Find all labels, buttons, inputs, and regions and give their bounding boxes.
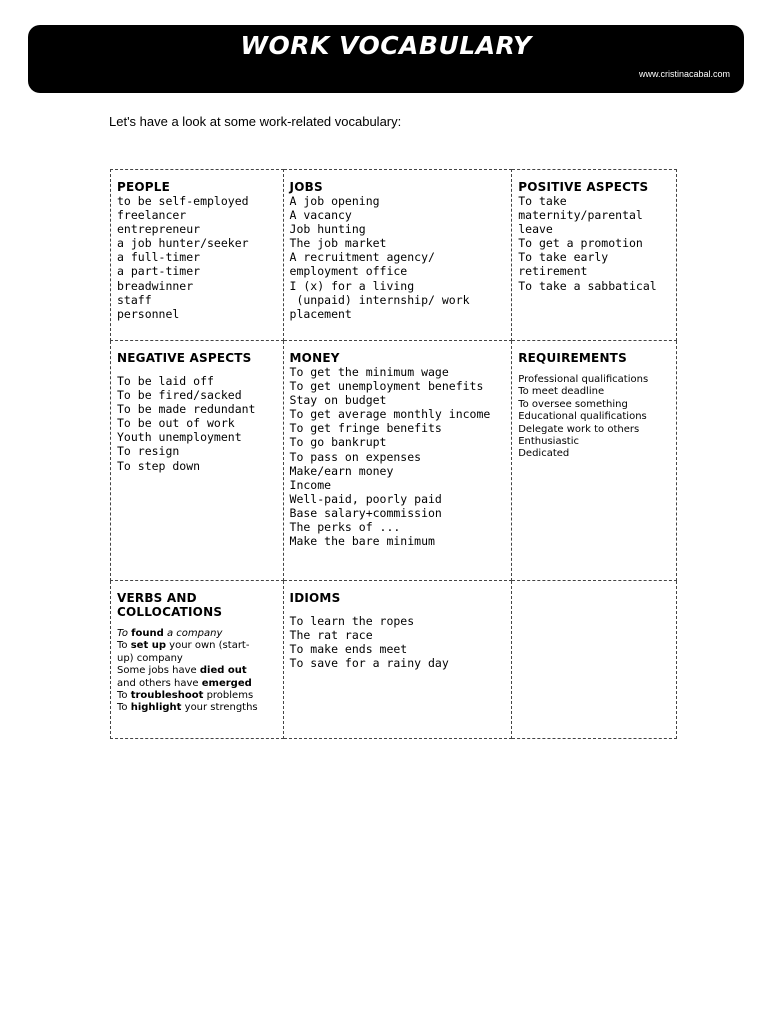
list-item: (unpaid) internship/ work: [289, 292, 470, 307]
list-item: To be fired/sacked: [117, 388, 242, 403]
list-item: a part-timer: [117, 264, 201, 279]
list-item: Make/earn money: [289, 463, 394, 478]
list-item: retirement: [518, 264, 588, 279]
list-item: To step down: [117, 458, 201, 473]
header-banner: [28, 25, 744, 93]
list-item: To take: [518, 194, 567, 208]
cell-jobs: [283, 170, 512, 341]
cell-title-verbs-collocations: [117, 591, 277, 619]
list-item: To pass on expenses: [289, 449, 422, 464]
list-item: To make ends meet: [289, 642, 408, 657]
list-item: up) company: [117, 652, 183, 664]
list-item: entrepreneur: [117, 222, 201, 237]
list-item: A recruitment agency/: [289, 250, 435, 265]
list-item: To get a promotion: [518, 236, 643, 251]
list-item: staff: [117, 292, 152, 307]
list-item: To found a company: [117, 628, 223, 639]
list-item: To be laid off: [117, 374, 214, 388]
cell-title-money: MONEY: [289, 351, 340, 365]
list-item: to be self-employed: [117, 194, 249, 208]
list-item: To learn the ropes: [289, 614, 415, 628]
cell-title-negative-aspects: NEGATIVE ASPECTS: [117, 351, 252, 365]
list-item: To take early: [518, 250, 609, 265]
list-item: To be made redundant: [117, 402, 256, 417]
list-item: Youth unemployment: [117, 430, 242, 445]
list-item: To highlight your strengths: [117, 702, 258, 714]
title-line: VERBS AND: [117, 591, 197, 605]
list-item: placement: [289, 306, 352, 321]
list-item: To save for a rainy day: [289, 656, 449, 671]
list-money: [290, 365, 506, 548]
list-item: Base salary+commission: [289, 505, 442, 520]
list-item: Well-paid, poorly paid: [289, 491, 442, 506]
list-item: Dedicated: [518, 448, 570, 460]
list-item: To oversee something: [518, 398, 628, 410]
list-item: Professional qualifications: [518, 374, 649, 385]
cell-people: [111, 170, 284, 341]
cell-title-requirements: REQUIREMENTS: [518, 351, 627, 365]
cell-positive-aspects: [512, 170, 677, 341]
website-url: www.cristinacabal.com: [638, 69, 730, 79]
list-item: A job opening: [289, 194, 380, 208]
cell-money: [283, 341, 512, 581]
cell-title-jobs: JOBS: [289, 180, 323, 194]
list-item: Some jobs have died out: [117, 665, 247, 677]
list-item: A vacancy: [289, 208, 352, 223]
list-item: Educational qualifications: [518, 411, 647, 423]
list-item: Income: [289, 477, 332, 492]
list-requirements: [518, 374, 670, 461]
list-item: To meet deadline: [518, 386, 605, 398]
list-people: [117, 194, 277, 321]
list-item: Make the bare minimum: [289, 534, 435, 549]
list-item: leave: [518, 222, 553, 237]
list-item: I (x) for a living: [289, 278, 415, 293]
cell-negative-aspects: [111, 341, 284, 581]
list-positive-aspects: [518, 194, 670, 293]
list-item: To resign: [117, 444, 180, 459]
list-item: The perks of ...: [289, 520, 401, 535]
list-item: To get the minimum wage: [289, 365, 449, 379]
list-item: To troubleshoot problems: [117, 690, 254, 702]
list-item: a full-timer: [117, 250, 201, 265]
list-idioms: [290, 614, 506, 670]
list-item: To set up your own (start-: [117, 640, 250, 652]
cell-title-people: PEOPLE: [117, 180, 171, 194]
list-item: To go bankrupt: [289, 435, 387, 450]
list-item: The rat race: [289, 628, 373, 643]
cell-title-positive-aspects: POSITIVE ASPECTS: [518, 180, 649, 194]
intro-text: Let's have a look at some work-related vocabulary:: [109, 114, 402, 129]
list-item: Delegate work to others: [518, 423, 640, 435]
list-item: employment office: [289, 264, 408, 279]
list-item: Enthusiastic: [518, 436, 579, 448]
cell-verbs-collocations: [111, 581, 284, 739]
vocabulary-table: [110, 169, 677, 739]
list-item: To get fringe benefits: [289, 421, 442, 436]
list-item: To get average monthly income: [289, 407, 491, 422]
list-item: and others have emerged: [117, 677, 252, 689]
list-item: maternity/parental: [518, 208, 643, 223]
list-item: Stay on budget: [289, 393, 387, 408]
list-item: To take a sabbatical: [518, 278, 657, 293]
list-item: The job market: [289, 236, 387, 251]
cell-requirements: [512, 341, 677, 581]
list-item: breadwinner: [117, 278, 194, 293]
title-line: COLLOCATIONS: [117, 605, 223, 619]
list-verbs-collocations: [117, 628, 277, 715]
list-item: personnel: [117, 306, 180, 321]
list-item: Job hunting: [289, 222, 366, 237]
list-jobs: [290, 194, 506, 321]
cell-idioms: [283, 581, 512, 739]
cell-empty: [512, 581, 677, 739]
page-title: WORK VOCABULARY: [240, 31, 532, 60]
list-item: freelancer: [117, 208, 187, 223]
list-negative-aspects: [117, 374, 277, 473]
list-item: To be out of work: [117, 416, 235, 431]
cell-title-idioms: IDIOMS: [289, 591, 341, 605]
list-item: a job hunter/seeker: [117, 236, 249, 251]
list-item: To get unemployment benefits: [289, 379, 484, 394]
